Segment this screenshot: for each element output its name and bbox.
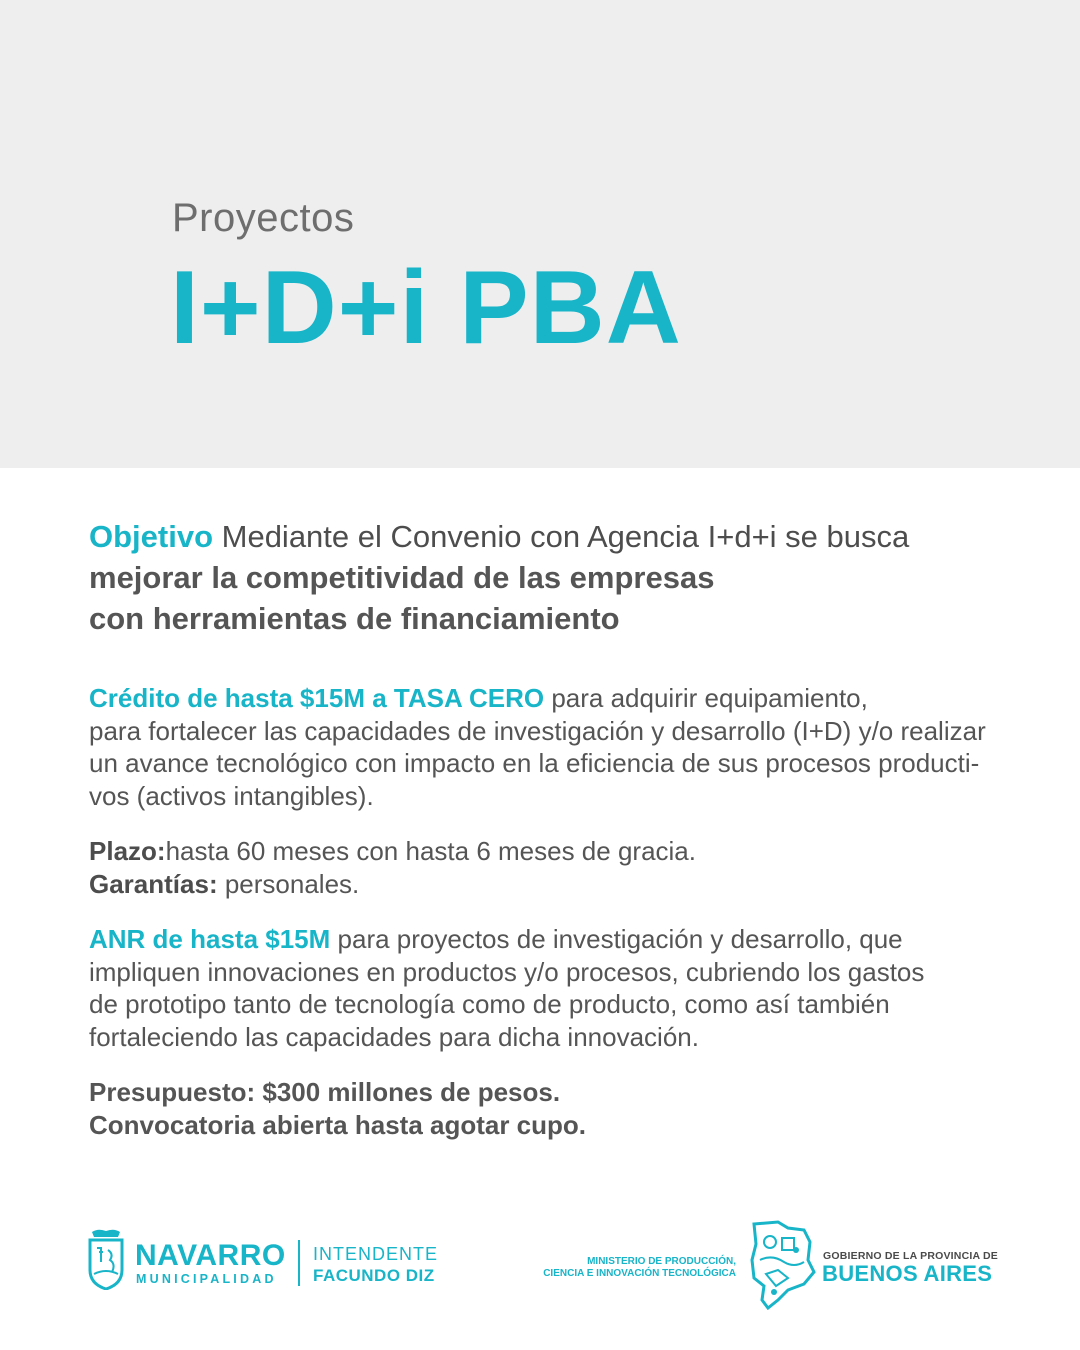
- anr-line-2: impliquen innovaciones en productos y/o procesos, cubriendo los gastos: [89, 956, 925, 987]
- credit-line-4: vos (activos intangibles).: [89, 780, 374, 811]
- intendente-label: INTENDENTE: [313, 1244, 439, 1264]
- objective-bold-line-1: mejorar la competitividad de las empresas: [89, 560, 715, 595]
- terms-paragraph: [89, 835, 1009, 900]
- objective-text: Mediante el Convenio con Agencia I+d+i se busca: [213, 519, 910, 554]
- pba-name: BUENOS AIRES: [822, 1261, 993, 1286]
- budget-line-1: Presupuesto: $300 millones de pesos.: [89, 1077, 561, 1107]
- plazo-text: hasta 60 meses con hasta 6 meses de gracia.: [165, 836, 696, 866]
- anr-line-3: de prototipo tanto de tecnología como de producto, como así también: [89, 989, 890, 1019]
- anr-line-1: para proyectos de investigación y desarrollo, que: [330, 924, 903, 954]
- objective-label: Objetivo: [89, 519, 214, 554]
- budget-line-2: Convocatoria abierta hasta agotar cupo.: [89, 1109, 587, 1140]
- ministerio-line-2: CIENCIA E INNOVACIÓN TECNOLÓGICA: [543, 1268, 736, 1279]
- footer: [0, 1210, 1080, 1310]
- navarro-sub: MUNICIPALIDAD: [136, 1272, 277, 1286]
- buenos-aires-map-icon: [748, 1220, 816, 1310]
- credit-paragraph: [89, 682, 1009, 812]
- garantias-text: personales.: [217, 868, 360, 899]
- objective-bold-line-2: con herramientas de financiamiento: [89, 601, 620, 636]
- hero-title: I+D+i PBA: [170, 250, 682, 366]
- anr-label: ANR de hasta $15M: [89, 924, 331, 954]
- footer-divider: [298, 1240, 300, 1286]
- garantias-label: Garantías:: [89, 868, 218, 899]
- credit-line-3: un avance tecnológico con impacto en la eficiencia de sus procesos producti-: [89, 748, 980, 778]
- intendente-name: FACUNDO DIZ: [313, 1266, 435, 1285]
- hero-subtitle: Proyectos: [172, 196, 355, 240]
- ministerio-line-1: MINISTERIO DE PRODUCCIÓN,: [587, 1256, 736, 1267]
- pba-gobierno-label: GOBIERNO DE LA PROVINCIA DE: [823, 1250, 998, 1262]
- credit-line-2: para fortalecer las capacidades de investigación y desarrollo (I+D) y/o realizar: [89, 715, 986, 746]
- ministerio-text: [520, 1256, 736, 1280]
- navarro-shield-icon: [88, 1228, 124, 1290]
- navarro-name: NAVARRO: [135, 1239, 286, 1272]
- anr-paragraph: [89, 923, 1009, 1053]
- content: [89, 516, 1009, 1141]
- hero-banner: [0, 0, 1080, 468]
- budget-paragraph: [89, 1076, 1009, 1141]
- objective-paragraph: [89, 516, 1009, 639]
- garantias-line: [89, 868, 1009, 901]
- plazo-line: [89, 835, 1009, 868]
- anr-line-4: fortaleciendo las capacidades para dicha innovación.: [89, 1021, 699, 1052]
- credit-line-1: para adquirir equipamiento,: [544, 683, 868, 713]
- plazo-label: Plazo:: [89, 836, 166, 866]
- credit-label: Crédito de hasta $15M a TASA CERO: [89, 683, 545, 713]
